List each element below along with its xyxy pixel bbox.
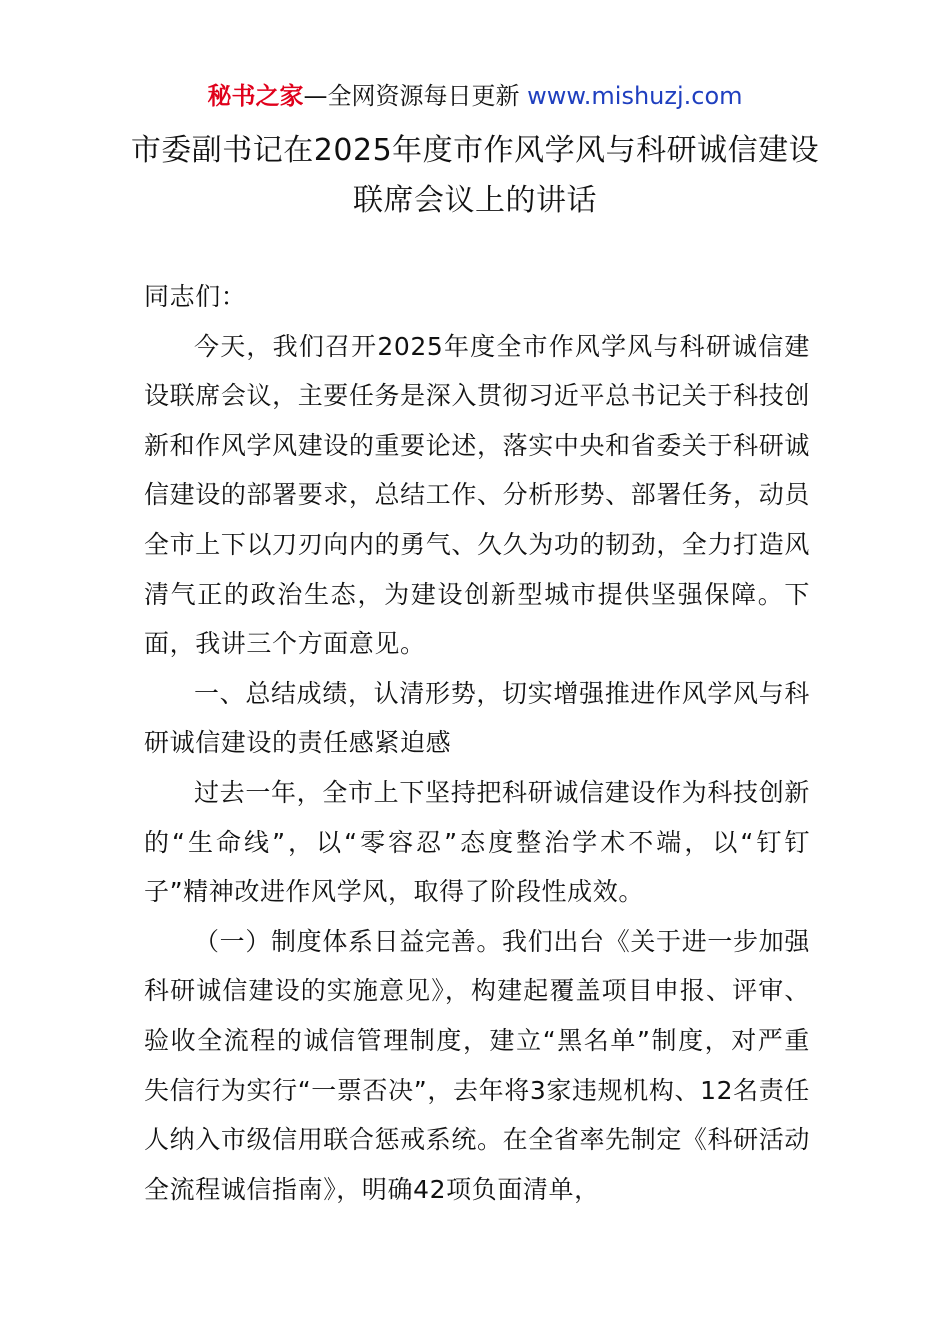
site-tagline: —全网资源每日更新 [303,82,520,110]
document-title: 市委副书记在2025年度市作风学风与科研诚信建设联席会议上的讲话 [130,133,820,218]
site-header [0,80,950,112]
section-heading-1: 一、总结成绩，认清形势，切实增强推进作风学风与科研诚信建设的责任感紧迫感 [144,678,810,758]
paragraph-subsection-1: （一）制度体系日益完善。我们出台《关于进一步加强科研诚信建设的实施意见》，构建起覆盖项目申报、评审、验收全流程的诚信管理制度，建立“黑名单”制度，对严重失信行为实行“一票否决”，去年将3家违规机构、12名责任人纳入市级信用联合惩戒系统。在全省率先制定《科研活动全流程诚信指南》，明确42项负面清单， [144,926,810,1204]
salutation: 同志们： [144,282,247,311]
site-url[interactable]: www.mishuzj.com [527,82,743,110]
document-body [144,272,810,1214]
site-brand: 秘书之家 [207,82,304,110]
paragraph-intro: 今天，我们召开2025年度全市作风学风与科研诚信建设联席会议，主要任务是深入贯彻习近平总书记关于科技创新和作风学风建设的重要论述，落实中央和省委关于科研诚信建设的部署要求，总结工作、分析形势、部署任务，动员全市上下以刀刃向内的勇气、久久为功的韧劲，全力打造风清气正的政治生态，为建设创新型城市提供坚强保障。下面，我讲三个方面意见。 [144,331,810,659]
paragraph-summary: 过去一年，全市上下坚持把科研诚信建设作为科技创新的“生命线”，以“零容忍”态度整治学术不端，以“钉钉子”精神改进作风学风，取得了阶段性成效。 [144,777,810,907]
